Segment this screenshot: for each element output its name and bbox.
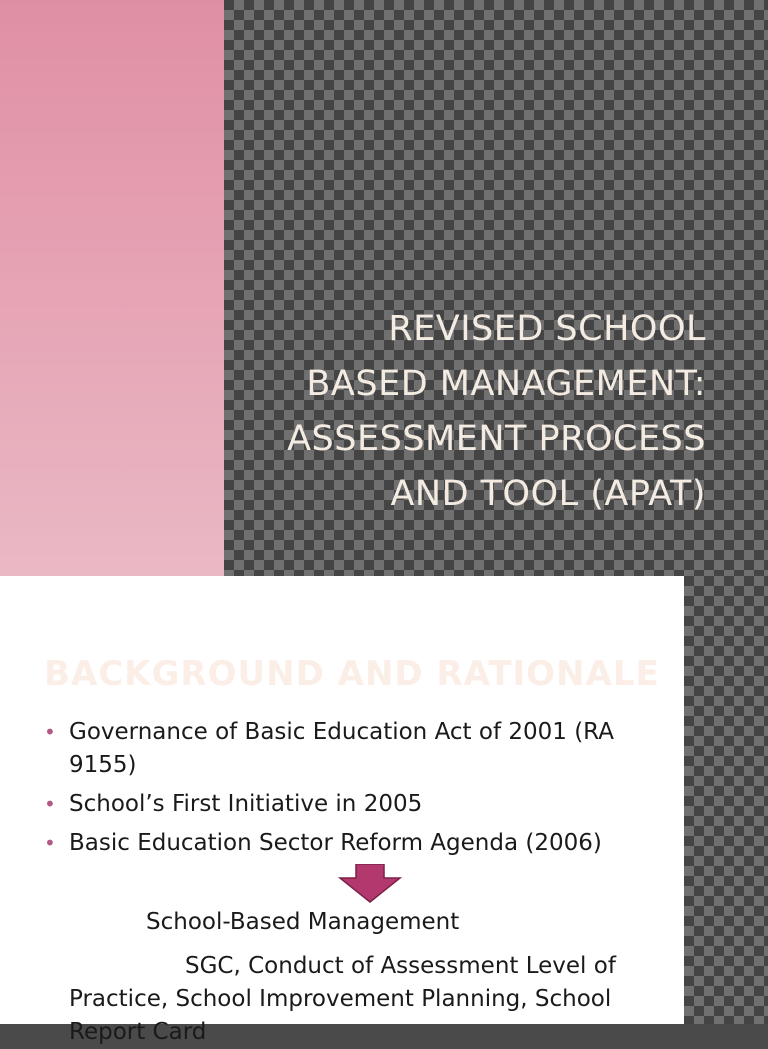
sbm-description [69,950,649,1049]
section-heading: BACKGROUND AND RATIONALE [44,654,660,694]
bullet-text: School’s First Initiative in 2005 [69,791,423,817]
sbm-label: School-Based Management [146,909,460,935]
slide-title [226,302,706,522]
bullet-text: Basic Education Sector Reform Agenda (2006) [69,830,602,856]
pink-side-panel [0,0,224,576]
list-item [44,788,644,821]
content-slide [0,576,768,1045]
bullet-text: Governance of Basic Education Act of 2001 (RA 9155) [69,719,614,778]
title-line: AND TOOL (APAT) [390,474,706,514]
title-line: REVISED SCHOOL [388,309,706,349]
bullet-icon: • [44,831,56,855]
title-line: BASED MANAGEMENT: [306,364,706,404]
down-arrow-icon [338,864,402,904]
diamond-pattern-strip [684,576,768,1024]
bullet-icon: • [44,792,56,816]
bullet-list [44,716,644,866]
sbm-description-text: SGC, Conduct of Assessment Level of Practice, School Improvement Planning, School Report Card [69,953,616,1045]
title-line: ASSESSMENT PROCESS [287,419,706,459]
list-item [44,716,644,782]
list-item [44,827,644,860]
bullet-icon: • [44,720,56,744]
